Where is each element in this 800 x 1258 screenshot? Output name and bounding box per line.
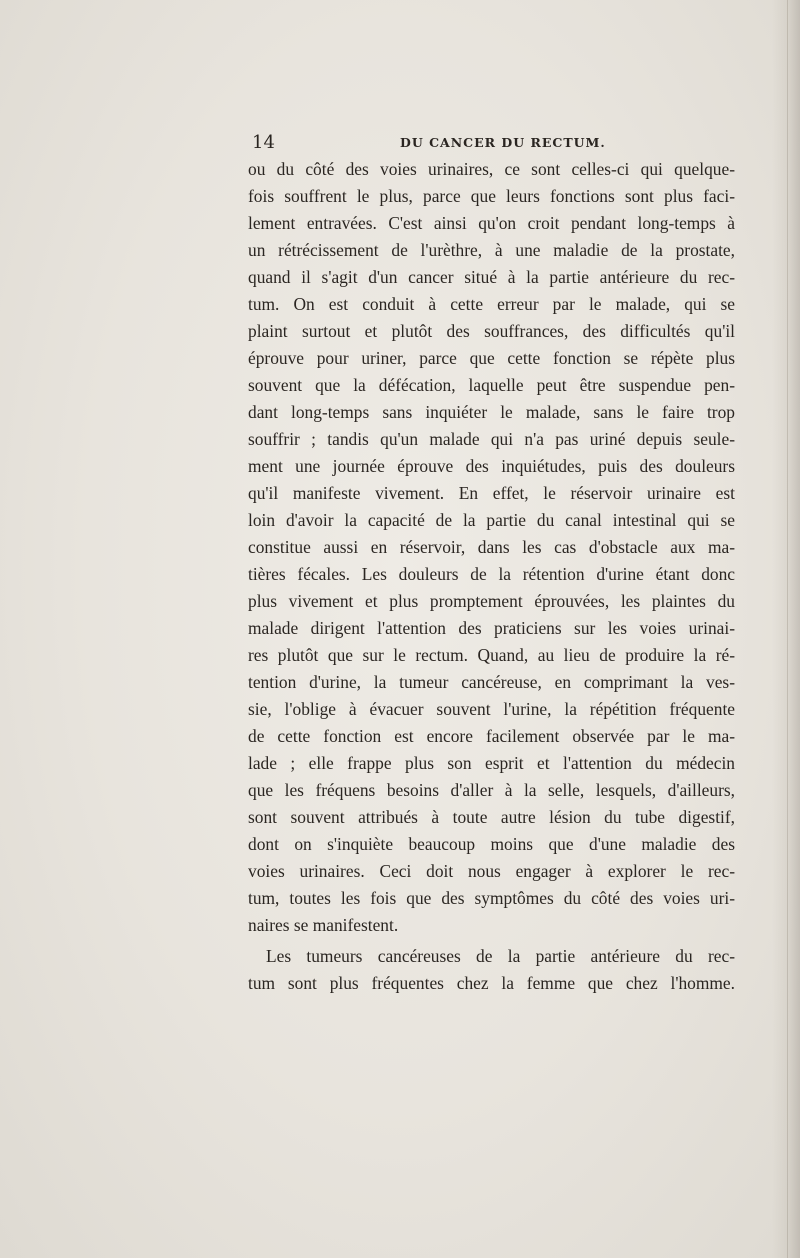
text-line: res plutôt que sur le rectum. Quand, au lieu de produire la ré- — [248, 645, 735, 665]
page-edge-shadow — [772, 0, 800, 1258]
text-line: dant long-temps sans inquiéter le malade, sans le faire trop — [248, 402, 735, 422]
text-line: malade dirigent l'attention des praticiens sur les voies urinai- — [248, 618, 735, 638]
paragraph-1 — [248, 156, 735, 939]
text-line: quand il s'agit d'un cancer situé à la partie antérieure du rec- — [248, 267, 735, 287]
running-head — [252, 133, 732, 153]
page-edge-line — [787, 0, 788, 1258]
text-line: tum sont plus fréquentes chez la femme que chez l'homme. — [248, 973, 735, 993]
text-line: naires se manifestent. — [248, 915, 399, 935]
text-line: tières fécales. Les douleurs de la rétention d'urine étant donc — [248, 564, 735, 584]
text-line: tention d'urine, la tumeur cancéreuse, en comprimant la ves- — [248, 672, 735, 692]
text-line: fois souffrent le plus, parce que leurs fonctions sont plus faci- — [248, 186, 735, 206]
text-line: voies urinaires. Ceci doit nous engager à explorer le rec- — [248, 861, 735, 881]
text-line: souvent que la défécation, laquelle peut être suspendue pen- — [248, 375, 735, 395]
text-line: un rétrécissement de l'urèthre, à une maladie de la prostate, — [248, 240, 735, 260]
text-line: plaint surtout et plutôt des souffrances, des difficultés qu'il — [248, 321, 735, 341]
text-line: ment une journée éprouve des inquiétudes, puis des douleurs — [248, 456, 735, 476]
text-line: sie, l'oblige à évacuer souvent l'urine, la répétition fréquente — [248, 699, 735, 719]
text-line: souffrir ; tandis qu'un malade qui n'a pas uriné depuis seule- — [248, 429, 735, 449]
text-line: qu'il manifeste vivement. En effet, le réservoir urinaire est — [248, 483, 735, 503]
text-line: que les fréquens besoins d'aller à la selle, lesquels, d'ailleurs, — [248, 780, 735, 800]
text-line: lement entravées. C'est ainsi qu'on croit pendant long-temps à — [248, 213, 735, 233]
text-line: éprouve pour uriner, parce que cette fonction se répète plus — [248, 348, 735, 368]
text-line: sont souvent attribués à toute autre lésion du tube digestif, — [248, 807, 735, 827]
text-line: dont on s'inquiète beaucoup moins que d'une maladie des — [248, 834, 735, 854]
text-line: lade ; elle frappe plus son esprit et l'attention du médecin — [248, 753, 735, 773]
text-line: ou du côté des voies urinaires, ce sont celles-ci qui quelque- — [248, 159, 735, 179]
page-number: 14 — [252, 132, 275, 153]
text-line: tum. On est conduit à cette erreur par le malade, qui se — [248, 294, 735, 314]
text-line: plus vivement et plus promptement éprouvées, les plaintes du — [248, 591, 735, 611]
body-text — [248, 156, 735, 997]
text-line: tum, toutes les fois que des symptômes du côté des voies uri- — [248, 888, 735, 908]
running-title: DU CANCER DU RECTUM. — [400, 135, 606, 150]
text-line: de cette fonction est encore facilement observée par le ma- — [248, 726, 735, 746]
text-line: Les tumeurs cancéreuses de la partie antérieure du rec- — [266, 946, 735, 966]
text-line: constitue aussi en réservoir, dans les cas d'obstacle aux ma- — [248, 537, 735, 557]
text-line: loin d'avoir la capacité de la partie du canal intestinal qui se — [248, 510, 735, 530]
paragraph-2 — [248, 943, 735, 997]
